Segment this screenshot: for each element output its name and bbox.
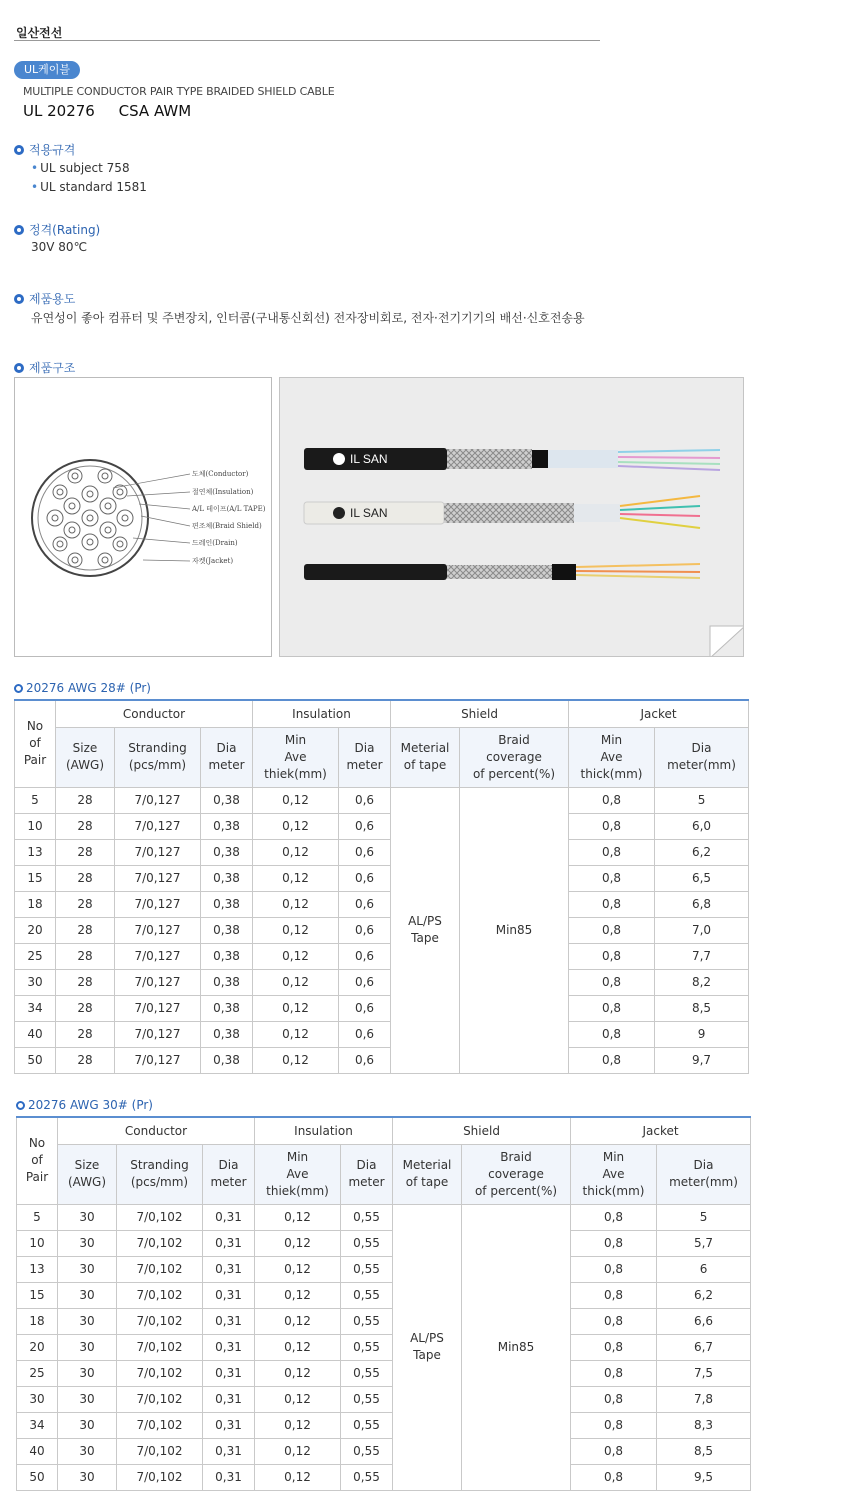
cell-conductor-dia: 0,31 (203, 1282, 255, 1308)
cell-size: 28 (56, 813, 115, 839)
cell-size: 28 (56, 865, 115, 891)
cell-jacket-dia: 7,5 (657, 1360, 751, 1386)
header-jacket-min-ave: Min Ave thick(mm) (569, 727, 655, 787)
header-insulation: Insulation (253, 700, 391, 727)
cell-conductor-dia: 0,31 (203, 1308, 255, 1334)
section-rating-heading (14, 221, 100, 238)
cell-size: 30 (58, 1308, 117, 1334)
section-standard-heading (14, 141, 75, 158)
header-jacket-min-ave: Min Ave thick(mm) (571, 1144, 657, 1204)
circle-bullet-icon (14, 684, 23, 693)
cell-insulation-dia: 0,6 (339, 995, 391, 1021)
cell-stranding: 7/0,102 (117, 1230, 203, 1256)
cell-pair: 20 (17, 1334, 58, 1360)
cell-size: 28 (56, 995, 115, 1021)
cell-jacket-thick: 0,8 (571, 1360, 657, 1386)
cell-jacket-thick: 0,8 (569, 891, 655, 917)
section-title: 제품용도 (29, 292, 76, 306)
cell-conductor-dia: 0,38 (201, 891, 253, 917)
header-braid-coverage: Braid coverage of percent(%) (460, 727, 569, 787)
cell-insulation-dia: 0,6 (339, 891, 391, 917)
cell-insulation-dia: 0,6 (339, 787, 391, 813)
cell-pair: 18 (17, 1308, 58, 1334)
table-row (17, 1464, 751, 1490)
table-row (17, 1412, 751, 1438)
cell-jacket-dia: 8,5 (655, 995, 749, 1021)
cell-insulation-dia: 0,55 (341, 1256, 393, 1282)
cell-stranding: 7/0,102 (117, 1334, 203, 1360)
cell-jacket-dia: 9 (655, 1021, 749, 1047)
standard-item: • UL standard 1581 (31, 180, 147, 194)
cell-jacket-dia: 6,0 (655, 813, 749, 839)
cell-insulation-thick: 0,12 (255, 1204, 341, 1230)
cell-size: 30 (58, 1360, 117, 1386)
cell-insulation-thick: 0,12 (253, 995, 339, 1021)
cell-insulation-thick: 0,12 (253, 865, 339, 891)
cell-insulation-dia: 0,55 (341, 1386, 393, 1412)
cell-insulation-thick: 0,12 (253, 839, 339, 865)
cell-pair: 10 (17, 1230, 58, 1256)
cell-jacket-thick: 0,8 (571, 1386, 657, 1412)
cell-conductor-dia: 0,38 (201, 917, 253, 943)
cell-conductor-dia: 0,38 (201, 813, 253, 839)
table-row (17, 1386, 751, 1412)
header-shield: Shield (391, 700, 569, 727)
cell-pair: 50 (15, 1047, 56, 1073)
cell-conductor-dia: 0,31 (203, 1360, 255, 1386)
cell-stranding: 7/0,102 (117, 1282, 203, 1308)
cell-pair: 15 (17, 1282, 58, 1308)
cell-shield-tape: AL/PS Tape (393, 1204, 462, 1490)
cell-insulation-thick: 0,12 (255, 1386, 341, 1412)
cell-insulation-dia: 0,6 (339, 969, 391, 995)
cell-size: 28 (56, 1021, 115, 1047)
cell-jacket-dia: 6,6 (657, 1308, 751, 1334)
cell-jacket-dia: 5 (655, 787, 749, 813)
cell-jacket-dia: 5,7 (657, 1230, 751, 1256)
cell-pair: 20 (15, 917, 56, 943)
cell-shield-braid: Min85 (460, 787, 569, 1073)
header-dia-meter: Dia meter (339, 727, 391, 787)
cell-conductor-dia: 0,38 (201, 943, 253, 969)
cell-insulation-dia: 0,6 (339, 865, 391, 891)
standard-item: • UL subject 758 (31, 161, 130, 175)
cell-pair: 30 (17, 1386, 58, 1412)
circle-bullet-icon (14, 363, 24, 373)
cell-stranding: 7/0,102 (117, 1256, 203, 1282)
cell-insulation-dia: 0,6 (339, 839, 391, 865)
cell-size: 30 (58, 1438, 117, 1464)
cell-pair: 34 (17, 1412, 58, 1438)
cell-pair: 25 (17, 1360, 58, 1386)
cell-stranding: 7/0,102 (117, 1438, 203, 1464)
cell-jacket-thick: 0,8 (569, 1021, 655, 1047)
cell-conductor-dia: 0,31 (203, 1412, 255, 1438)
table-row (15, 865, 749, 891)
cell-insulation-thick: 0,12 (255, 1438, 341, 1464)
cell-insulation-thick: 0,12 (255, 1256, 341, 1282)
cell-jacket-dia: 6,2 (657, 1282, 751, 1308)
cell-conductor-dia: 0,31 (203, 1230, 255, 1256)
cell-size: 28 (56, 917, 115, 943)
dot-icon: • (31, 161, 39, 175)
header-conductor: Conductor (58, 1117, 255, 1144)
cell-insulation-dia: 0,55 (341, 1204, 393, 1230)
cell-pair: 13 (15, 839, 56, 865)
header-stranding: Stranding (pcs/mm) (117, 1144, 203, 1204)
cell-insulation-dia: 0,6 (339, 917, 391, 943)
header-braid-coverage: Braid coverage of percent(%) (462, 1144, 571, 1204)
cell-jacket-dia: 9,5 (657, 1464, 751, 1490)
cell-stranding: 7/0,127 (115, 839, 201, 865)
circle-bullet-icon (14, 294, 24, 304)
photo-brand-label: IL SAN (350, 506, 388, 520)
header-jacket-dia-meter: Dia meter(mm) (655, 727, 749, 787)
cell-jacket-thick: 0,8 (569, 969, 655, 995)
header-dia-meter: Dia meter (201, 727, 253, 787)
cell-jacket-dia: 7,0 (655, 917, 749, 943)
cell-conductor-dia: 0,38 (201, 839, 253, 865)
cell-jacket-thick: 0,8 (569, 995, 655, 1021)
cell-pair: 30 (15, 969, 56, 995)
cell-jacket-thick: 0,8 (571, 1334, 657, 1360)
cell-jacket-thick: 0,8 (569, 839, 655, 865)
table-row (15, 787, 749, 813)
table-row (15, 1047, 749, 1073)
cell-size: 28 (56, 943, 115, 969)
circle-bullet-icon (16, 1101, 25, 1110)
header-conductor: Conductor (56, 700, 253, 727)
product-model: UL 20276 CSA AWM (23, 102, 192, 120)
cell-jacket-thick: 0,8 (571, 1308, 657, 1334)
header-dia-meter: Dia meter (203, 1144, 255, 1204)
cell-insulation-dia: 0,55 (341, 1438, 393, 1464)
table-heading (14, 681, 151, 695)
brand-divider (14, 40, 600, 41)
cell-jacket-thick: 0,8 (569, 917, 655, 943)
table-row (15, 995, 749, 1021)
cell-jacket-dia: 7,7 (655, 943, 749, 969)
cell-size: 30 (58, 1282, 117, 1308)
cell-insulation-thick: 0,12 (253, 969, 339, 995)
cell-jacket-thick: 0,8 (569, 787, 655, 813)
table-row (15, 943, 749, 969)
cell-insulation-dia: 0,55 (341, 1334, 393, 1360)
cell-insulation-dia: 0,55 (341, 1282, 393, 1308)
cell-size: 28 (56, 839, 115, 865)
cell-stranding: 7/0,102 (117, 1360, 203, 1386)
table-row (17, 1334, 751, 1360)
header-shield: Shield (393, 1117, 571, 1144)
cable-cross-section-icon (15, 378, 271, 656)
cell-insulation-thick: 0,12 (255, 1334, 341, 1360)
label-insulation: 절연체(Insulation) (192, 488, 254, 496)
cell-jacket-thick: 0,8 (571, 1256, 657, 1282)
section-title: 제품구조 (29, 361, 76, 375)
header-min-ave: Min Ave thiek(mm) (255, 1144, 341, 1204)
cell-size: 28 (56, 1047, 115, 1073)
cell-size: 30 (58, 1204, 117, 1230)
cable-product-photo (279, 377, 744, 657)
cell-stranding: 7/0,127 (115, 943, 201, 969)
cell-conductor-dia: 0,38 (201, 1021, 253, 1047)
cell-insulation-thick: 0,12 (255, 1282, 341, 1308)
cell-insulation-thick: 0,12 (253, 787, 339, 813)
cell-pair: 40 (15, 1021, 56, 1047)
table-row (15, 917, 749, 943)
header-size: Size (AWG) (58, 1144, 117, 1204)
cell-insulation-dia: 0,55 (341, 1412, 393, 1438)
cell-pair: 13 (17, 1256, 58, 1282)
header-meterial-of-tape: Meterial of tape (393, 1144, 462, 1204)
label-conductor: 도체(Conductor) (192, 470, 249, 478)
header-jacket-dia-meter: Dia meter(mm) (657, 1144, 751, 1204)
cell-stranding: 7/0,127 (115, 969, 201, 995)
cell-conductor-dia: 0,31 (203, 1438, 255, 1464)
cell-jacket-dia: 6,8 (655, 891, 749, 917)
label-drain: 드레인(Drain) (192, 539, 238, 547)
cell-jacket-dia: 9,7 (655, 1047, 749, 1073)
header-jacket: Jacket (571, 1117, 751, 1144)
cell-insulation-dia: 0,55 (341, 1308, 393, 1334)
cell-jacket-dia: 5 (657, 1204, 751, 1230)
cell-size: 28 (56, 891, 115, 917)
spec-table-awg28 (14, 699, 749, 1074)
table-title: 20276 AWG 30# (Pr) (28, 1098, 153, 1112)
cell-size: 28 (56, 787, 115, 813)
cell-insulation-dia: 0,55 (341, 1230, 393, 1256)
label-braid-shield: 편조체(Braid Shield) (192, 522, 262, 530)
cell-pair: 5 (17, 1204, 58, 1230)
table-row (17, 1438, 751, 1464)
cell-jacket-dia: 7,8 (657, 1386, 751, 1412)
cell-insulation-dia: 0,6 (339, 943, 391, 969)
cell-insulation-thick: 0,12 (255, 1464, 341, 1490)
cell-jacket-thick: 0,8 (571, 1412, 657, 1438)
cell-size: 30 (58, 1386, 117, 1412)
cell-conductor-dia: 0,31 (203, 1464, 255, 1490)
cell-insulation-dia: 0,55 (341, 1360, 393, 1386)
circle-bullet-icon (14, 225, 24, 235)
cell-stranding: 7/0,102 (117, 1464, 203, 1490)
cell-pair: 5 (15, 787, 56, 813)
cell-stranding: 7/0,102 (117, 1412, 203, 1438)
cell-stranding: 7/0,127 (115, 995, 201, 1021)
cell-pair: 10 (15, 813, 56, 839)
table-row (15, 891, 749, 917)
cell-size: 30 (58, 1412, 117, 1438)
cell-jacket-dia: 6,2 (655, 839, 749, 865)
cell-stranding: 7/0,127 (115, 1021, 201, 1047)
section-title: 정격(Rating) (29, 223, 101, 237)
header-insulation: Insulation (255, 1117, 393, 1144)
table-row (15, 813, 749, 839)
cell-insulation-dia: 0,6 (339, 1021, 391, 1047)
header-no-of-pair: No of Pair (15, 700, 56, 787)
cell-stranding: 7/0,127 (115, 865, 201, 891)
cell-insulation-thick: 0,12 (255, 1360, 341, 1386)
cell-stranding: 7/0,102 (117, 1204, 203, 1230)
spec-table-awg30 (16, 1116, 751, 1491)
header-stranding: Stranding (pcs/mm) (115, 727, 201, 787)
cell-jacket-dia: 8,5 (657, 1438, 751, 1464)
cell-insulation-thick: 0,12 (253, 813, 339, 839)
cell-insulation-thick: 0,12 (255, 1308, 341, 1334)
cell-jacket-dia: 8,3 (657, 1412, 751, 1438)
cell-stranding: 7/0,127 (115, 787, 201, 813)
label-jacket: 자켓(Jacket) (192, 557, 234, 565)
table-heading (16, 1098, 153, 1112)
table-row (15, 1021, 749, 1047)
rating-value: 30V 80℃ (31, 240, 88, 254)
cell-insulation-thick: 0,12 (253, 891, 339, 917)
header-dia-meter: Dia meter (341, 1144, 393, 1204)
header-jacket: Jacket (569, 700, 749, 727)
circle-bullet-icon (14, 145, 24, 155)
cell-stranding: 7/0,127 (115, 917, 201, 943)
table-title: 20276 AWG 28# (Pr) (26, 681, 151, 695)
cell-insulation-thick: 0,12 (253, 917, 339, 943)
cell-size: 30 (58, 1334, 117, 1360)
category-badge: UL케이블 (14, 61, 80, 79)
header-no-of-pair: No of Pair (17, 1117, 58, 1204)
cell-pair: 50 (17, 1464, 58, 1490)
cell-insulation-thick: 0,12 (253, 1021, 339, 1047)
cell-stranding: 7/0,127 (115, 1047, 201, 1073)
cell-conductor-dia: 0,38 (201, 1047, 253, 1073)
cell-stranding: 7/0,127 (115, 813, 201, 839)
table-row (17, 1204, 751, 1230)
header-size: Size (AWG) (56, 727, 115, 787)
cell-conductor-dia: 0,31 (203, 1256, 255, 1282)
cell-size: 30 (58, 1256, 117, 1282)
cell-insulation-dia: 0,55 (341, 1464, 393, 1490)
cell-insulation-thick: 0,12 (255, 1412, 341, 1438)
cell-conductor-dia: 0,31 (203, 1386, 255, 1412)
cell-jacket-thick: 0,8 (571, 1438, 657, 1464)
cell-jacket-dia: 6,7 (657, 1334, 751, 1360)
header-min-ave: Min Ave thiek(mm) (253, 727, 339, 787)
cell-pair: 25 (15, 943, 56, 969)
cell-jacket-thick: 0,8 (569, 943, 655, 969)
cell-jacket-dia: 6,5 (655, 865, 749, 891)
cell-stranding: 7/0,127 (115, 891, 201, 917)
cell-conductor-dia: 0,31 (203, 1204, 255, 1230)
cell-insulation-thick: 0,12 (255, 1230, 341, 1256)
brand-title: 일산전선 (16, 26, 63, 40)
cell-shield-braid: Min85 (462, 1204, 571, 1490)
cell-size: 30 (58, 1230, 117, 1256)
table-row (17, 1282, 751, 1308)
label-al-tape: A/L 테이프(A/L TAPE) (192, 505, 266, 513)
table-row (17, 1256, 751, 1282)
cable-photo-illustration (280, 378, 744, 657)
table-row (17, 1308, 751, 1334)
cell-jacket-thick: 0,8 (571, 1464, 657, 1490)
cell-conductor-dia: 0,38 (201, 969, 253, 995)
cell-stranding: 7/0,102 (117, 1308, 203, 1334)
section-structure-heading (14, 359, 75, 376)
cell-stranding: 7/0,102 (117, 1386, 203, 1412)
cell-insulation-dia: 0,6 (339, 1047, 391, 1073)
cell-jacket-thick: 0,8 (569, 1047, 655, 1073)
cross-section-diagram (14, 377, 272, 657)
cell-jacket-thick: 0,8 (571, 1282, 657, 1308)
usage-value: 유연성이 좋아 컴퓨터 및 주변장치, 인터콤(구내통신회선) 전자장비회로, 전자·전기기기의 배선·신호전송용 (31, 311, 585, 325)
cell-conductor-dia: 0,38 (201, 787, 253, 813)
cell-insulation-dia: 0,6 (339, 813, 391, 839)
cell-pair: 34 (15, 995, 56, 1021)
cell-size: 28 (56, 969, 115, 995)
cell-pair: 40 (17, 1438, 58, 1464)
table-row (15, 969, 749, 995)
section-usage-heading (14, 290, 75, 307)
cell-jacket-thick: 0,8 (569, 813, 655, 839)
header-meterial-of-tape: Meterial of tape (391, 727, 460, 787)
photo-brand-label: IL SAN (350, 452, 388, 466)
cell-jacket-dia: 8,2 (655, 969, 749, 995)
cell-jacket-dia: 6 (657, 1256, 751, 1282)
cell-shield-tape: AL/PS Tape (391, 787, 460, 1073)
cell-jacket-thick: 0,8 (571, 1230, 657, 1256)
cell-jacket-thick: 0,8 (571, 1204, 657, 1230)
product-subtitle: MULTIPLE CONDUCTOR PAIR TYPE BRAIDED SHIELD CABLE (23, 85, 335, 98)
table-row (17, 1360, 751, 1386)
cell-pair: 15 (15, 865, 56, 891)
cell-jacket-thick: 0,8 (569, 865, 655, 891)
cell-size: 30 (58, 1464, 117, 1490)
cell-pair: 18 (15, 891, 56, 917)
dot-icon: • (31, 180, 39, 194)
section-title: 적용규격 (29, 143, 76, 157)
cell-insulation-thick: 0,12 (253, 943, 339, 969)
table-row (17, 1230, 751, 1256)
cell-insulation-thick: 0,12 (253, 1047, 339, 1073)
table-row (15, 839, 749, 865)
cell-conductor-dia: 0,31 (203, 1334, 255, 1360)
cell-conductor-dia: 0,38 (201, 865, 253, 891)
cell-conductor-dia: 0,38 (201, 995, 253, 1021)
